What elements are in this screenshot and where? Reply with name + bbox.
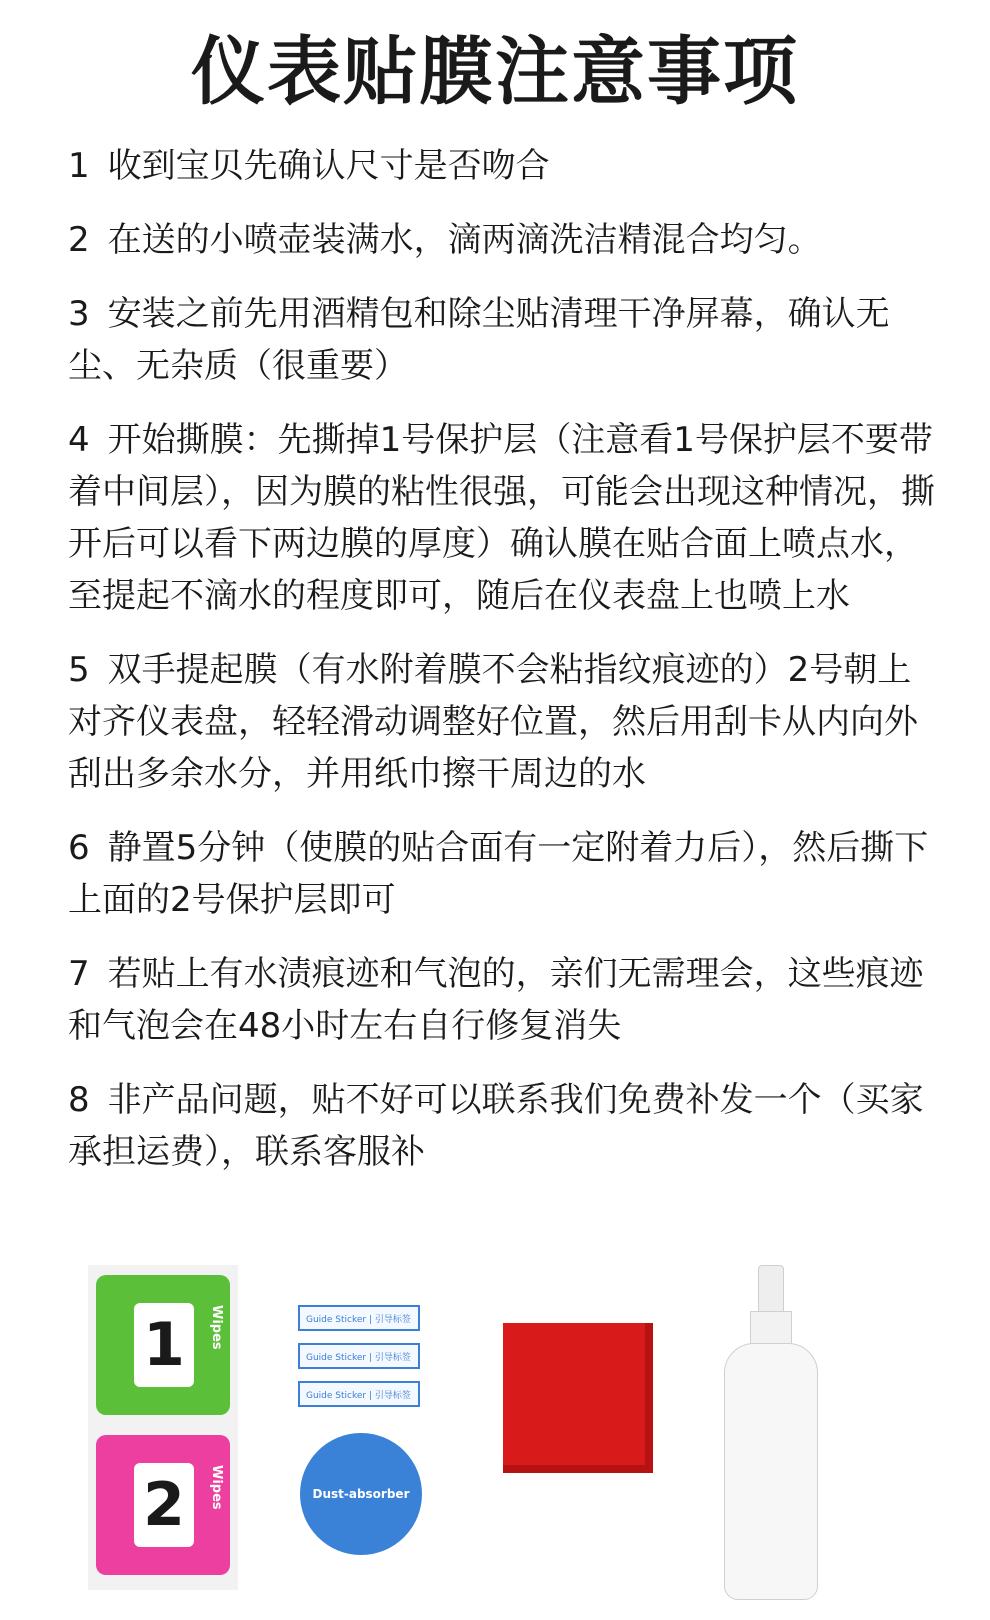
step-7 xyxy=(68,948,938,1052)
step-1 xyxy=(68,140,938,192)
guide-sticker: Guide Sticker | 引导标签 xyxy=(298,1381,420,1407)
bottle-collar xyxy=(750,1311,792,1347)
dust-absorber: Dust-absorber xyxy=(300,1433,422,1555)
step-number: 4 xyxy=(68,420,90,460)
step-4 xyxy=(68,414,938,622)
step-2 xyxy=(68,214,938,266)
step-number: 8 xyxy=(68,1080,90,1120)
step-text: 双手提起膜（有水附着膜不会粘指纹痕迹的）2号朝上对齐仪表盘，轻轻滑动调整好位置，然后用刮卡从内向外刮出多余水分，并用纸巾擦干周边的水 xyxy=(68,650,918,794)
step-number: 6 xyxy=(68,828,90,868)
bottle-body xyxy=(724,1343,818,1600)
guide-stickers-image xyxy=(298,1305,428,1575)
step-6 xyxy=(68,822,938,926)
step-3 xyxy=(68,288,938,392)
step-text: 安装之前先用酒精包和除尘贴清理干净屏幕，确认无尘、无杂质（很重要） xyxy=(68,294,890,386)
dry-wipe-packet xyxy=(96,1435,230,1575)
spray-bottle-image xyxy=(720,1265,820,1605)
step-number: 7 xyxy=(68,954,90,994)
instruction-list xyxy=(68,140,938,1200)
guide-sticker: Guide Sticker | 引导标签 xyxy=(298,1343,420,1369)
step-text: 收到宝贝先确认尺寸是否吻合 xyxy=(107,146,550,186)
step-number: 3 xyxy=(68,294,90,334)
wet-wipe-label: Wipes xyxy=(209,1305,224,1350)
step-5 xyxy=(68,644,938,800)
guide-sticker: Guide Sticker | 引导标签 xyxy=(298,1305,420,1331)
step-number: 2 xyxy=(68,220,90,260)
step-number: 5 xyxy=(68,650,90,690)
step-text: 开始撕膜：先撕掉1号保护层（注意看1号保护层不要带着中间层），因为膜的粘性很强，可能会出现这种情况，撕开后可以看下两边膜的厚度）确认膜在贴合面上喷点水，至提起不滴水的程度即可，随后在仪表盘上也喷上水 xyxy=(68,420,935,616)
dry-wipe-number: 2 xyxy=(134,1463,194,1547)
squeegee-card-image xyxy=(503,1323,653,1473)
dry-wipe-label: Wipes xyxy=(209,1465,224,1510)
step-text: 若贴上有水渍痕迹和气泡的，亲们无需理会，这些痕迹和气泡会在48小时左右自行修复消失 xyxy=(68,954,924,1046)
page-title: 仪表贴膜注意事项 xyxy=(191,29,799,115)
step-text: 非产品问题，贴不好可以联系我们免费补发一个（买家承担运费），联系客服补 xyxy=(68,1080,924,1172)
step-number: 1 xyxy=(68,146,90,186)
wet-wipe-packet xyxy=(96,1275,230,1415)
step-8 xyxy=(68,1074,938,1178)
product-images xyxy=(0,1265,990,1615)
step-text: 在送的小喷壶装满水，滴两滴洗洁精混合均匀。 xyxy=(107,220,822,260)
step-text: 静置5分钟（使膜的贴合面有一定附着力后），然后撕下上面的2号保护层即可 xyxy=(68,828,929,920)
spray-nozzle xyxy=(758,1265,784,1313)
cleaning-wipes-image xyxy=(88,1265,238,1590)
wet-wipe-number: 1 xyxy=(134,1303,194,1387)
